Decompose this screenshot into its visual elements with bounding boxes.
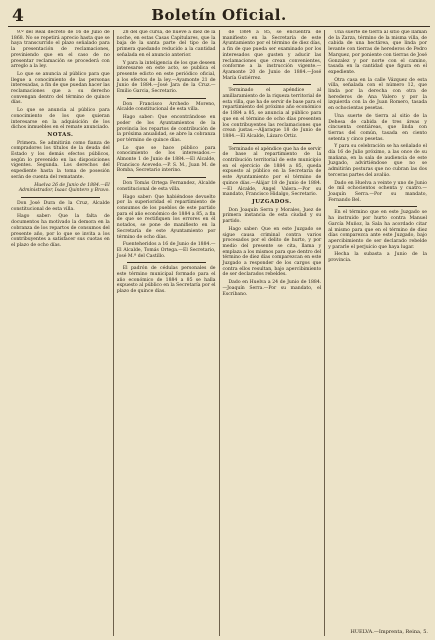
paragraph: Lo que se anuncia al público para conocimiento de los que quieran interesarse en la adquisición de los dichos inmuebles en el remate anunciado.: [11, 108, 110, 131]
paragraph: Dado en Huelva a veinte y uno de Junio de mil ochocientos ochenta y cuatro.—Joaquín Serra.—Por su mandato, Fernando Bel.: [328, 180, 427, 203]
paragraph: de 1884 a 85, se encuentra de manifiesto en la Secretaría de este Ayuntamiento por el término de diez días, a fin de que pueda ser examinado por los interesados que gusten y aducir las reclamaciones que crean convenientes, conforme a la instrucción vigente.—Ayamonte 20 de Junio de 1884.—José María Gutiérrez.: [222, 30, 322, 81]
paragraph: Don Joaquín Serra y Morales, Juez de primera instancia de esta ciudad y su partido.: [222, 207, 322, 225]
paragraph: 9.º del Real decreto de 16 de Julio de 1868. No se repetirá aprecio hasta que se haya transcurrido el plazo señalado para la presentación de reclamaciones, previniendo que en el caso de no presentar reclamación se procederá con arreglo a la ley.: [11, 30, 110, 70]
column-1: [8, 30, 113, 636]
paragraph: Terminado el apéndice que ha de servir de base al repartimiento de la contribución territorial de este municipio en el ejercicio de 1884 a 85, queda expuesto al público en la Secretaría de este Ayuntamiento por el término de quince días.—Alájar 18 de Junio de 1884.—El Alcalde, Angel Valera.—Por su mandato, Francisco Hidalgo, Secretario.: [222, 146, 322, 198]
paragraph: Fuenteheridos a 16 de Junio de 1884.—El Alcalde, Tomás Ortega.—El Secretario, José M.ª del Castillo.: [116, 242, 216, 259]
paragraph: Don Tomás Ortega Fernandez, Alcalde constitucional de esta villa.: [116, 181, 216, 192]
section-heading-juzgados: JUZGADOS.: [252, 198, 292, 205]
paragraph: 28 del que cursa, de nueve a diez de la noche, en estas Casas Capitulares, que la baja de la santa parte del tipo de la primera quedando reducido a la cantidad señalada en el anuncio anterior.: [116, 30, 216, 58]
divider: [21, 197, 100, 198]
page-header: [8, 4, 430, 27]
paragraph: Primera. Se admitirán como fianza de compradores los títulos de la deuda del Estado y los demás efectos públicos, según lo prevenido en las disposiciones vigentes. Segunda. Los derechos del expediente hasta la toma de posesión serán de cuenta del rematante.: [11, 140, 110, 180]
signature-line: Huelva 26 de Junio de 1884.—El Administrador, Isaac Quintero y Bravo.: [18, 182, 110, 194]
columns: [8, 30, 430, 636]
paragraph: Una suerte de tierra al sitio que llaman de la Zarza, término de la misma villa, de cabida de una hectárea, que linda por levante con tierras de herederos de Pedro Marquez, por poniente con tierras de José Gonzalez y por norte con el camino, tasada en la cantidad que figura en el expediente.: [328, 30, 427, 75]
paragraph: En el término que en este Juzgado se ha instruido por hurto contra Manuel García Muñoz, la Sala ha acordado citar al mismo para que en el término de diez días comparezca ante este Juzgado, bajo apercibimiento de ser declarado rebelde y pararle el perjuicio que haya lugar.: [328, 210, 427, 250]
paragraph: Otra casa en la calle Vázquez de esta villa, señalada con el número 12, que linda por la derecha con otra de herederos de Ana Valero y por la izquierda con la de Juan Romero, tasada en ochocientas pesetas.: [328, 77, 427, 112]
paragraph: Una suerte de tierra al sitio de la Dehesa de cabida de tres áreas y cincuenta centiáreas, que linda con tierras del común, tasada en ciento setenta y cinco pesetas.: [328, 113, 427, 142]
paragraph: Hecha la subasta a Junio de la provincia.: [328, 252, 427, 264]
paragraph: Lo que se hace público para conocimiento de los interesados.—Almonte 1 de Junio de 1884.—El Alcalde, Francisco Acevedo.—P. S. M., Juan M. de Bomba, Secretario interino.: [116, 145, 216, 174]
newspaper-page: [8, 4, 430, 636]
column-3: [219, 30, 325, 636]
page-number: 4: [12, 6, 24, 26]
divider: [338, 206, 417, 207]
divider: [127, 177, 206, 178]
paragraph: Hago saber: Que en este Juzgado se sigue causa criminal contra varios procesados por el delito de hurto, y por medio del presente se cita, llama y emplaza a los mismos para que dentro del término de diez días comparezcan en este Juzgado a responder de los cargos que contra ellos resultan, bajo apercibimiento de ser declarados rebeldes.: [222, 226, 322, 278]
divider: [233, 84, 312, 85]
paragraph: Don José Dura de la Cruz, Alcalde constitucional de esta villa.: [11, 200, 110, 212]
paragraph: El padrón de cédulas personales de este término municipal formado para el año económico de 1884 a 85 se halla expuesto al público en la Secretaría por el plazo de quince días.: [116, 266, 216, 295]
paragraph: Y para la inteligencia de los que deseen interesarse en este acto, se publica el presente edicto en este periódico oficial, a los efectos de la ley.—Ayamonte 21 de Junio de 1884.—José Jara de la Cruz.—Emilio Garcia, Secretario.: [116, 60, 216, 95]
section-heading-notas: NOTAS.: [47, 131, 74, 138]
page-title: Boletín Oficial.: [151, 6, 287, 24]
paragraph: Dado en Huelva a 24 de Junio de 1884.—Joaquín Serra.—Por su mandato, el Escribano.: [222, 280, 322, 297]
paragraph: Hago saber: Que habiéndose devuelto por la superioridad el repartimiento de consumos de los pueblos de este partido para el año económico de 1884 a 85, a fin de que se rectifiquen los errores en él notados, se pone de manifiesto en la Secretaría de este Ayuntamiento por término de ocho días.: [116, 194, 216, 240]
paragraph: Hago saber: Que la falta de documentos ha motivado la demora en la cobranza de los repartos de consumos del presente año, por lo que se invita a los contribuyentes a satisfacer sus cuotas en el plazo de ocho días.: [11, 214, 110, 248]
paragraph: Don Francisco Archedo Moreno, Alcalde constitucional de esta villa.: [116, 101, 216, 113]
divider: [127, 262, 206, 263]
paragraph: Lo que se anuncia al público para que llegue a conocimiento de las personas interesadas, a fin de que puedan hacer las reclamaciones que a su derecho convengan dentro del término de quince días.: [11, 71, 110, 106]
imprint-line: HUELVA.—Imprenta, Reina, 5.: [350, 629, 428, 636]
divider: [233, 143, 312, 144]
paragraph: Terminado el apéndice al amillaramiento de la riqueza territorial de esta villa, que ha de servir de base para el repartimiento del próximo año económico de 1884 a 85, se anuncia al público para que en el término de ocho días presenten los contribuyentes las reclamaciones que crean justas.—Aljaraque 18 de Junio de 1884.—El Alcalde, Lázaro Ortiz.: [222, 88, 322, 139]
paragraph: Y para su celebración se ha señalado el día 16 de Julio próximo, a las once de su mañana, en la sala de audiencia de este Juzgado, advirtiéndose que no se admitirán posturas que no cubran las dos terceras partes del avalúo.: [328, 144, 427, 178]
paragraph: Hago saber: Que encontrándose en poder de los Ayuntamientos de la provincia los repartos de contribución de la próxima anualidad, se abre la cobranza por término de quince días.: [116, 115, 216, 143]
column-2: [113, 30, 219, 636]
column-4: [324, 30, 430, 636]
divider: [127, 98, 206, 99]
